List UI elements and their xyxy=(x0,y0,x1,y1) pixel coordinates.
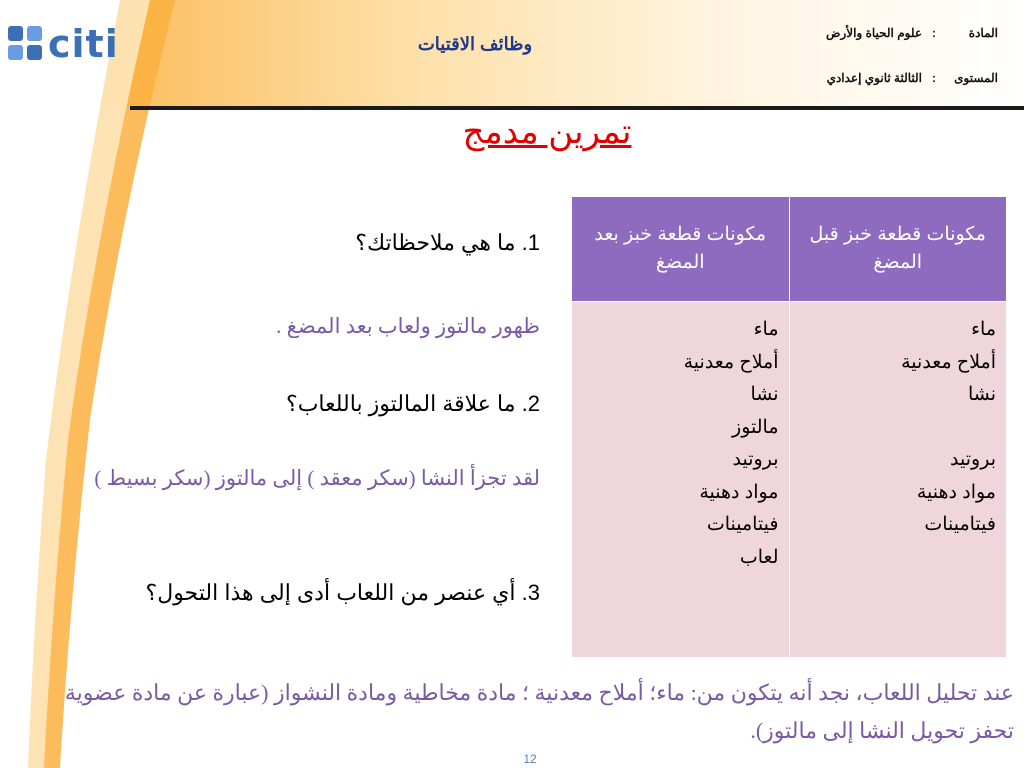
logo-squares-icon xyxy=(8,26,44,62)
after-item: فيتامينات xyxy=(706,514,779,535)
subject-label: المادة xyxy=(968,26,998,40)
citi-logo xyxy=(8,22,119,66)
before-item: أملاح معدنية xyxy=(901,351,996,373)
logo-text: citi xyxy=(48,22,119,66)
orange-side-swoosh xyxy=(0,0,180,768)
after-item: بروتيد xyxy=(732,449,779,470)
after-item: مالتوز xyxy=(732,416,779,438)
before-item xyxy=(800,412,997,445)
answer-2: لقد تجزأ النشا (سكر معقد ) إلى مالتوز (سكر بسيط ) xyxy=(94,466,540,490)
conclusion-text: عند تحليل اللعاب، نجد أنه يتكون من: ماء؛ أملاح معدنية ؛ مادة مخاطية ومادة النشواز (عبارة عن مادة عضوية تحفز تحويل النشا إلى مالتوز). xyxy=(64,680,1014,743)
after-item: مواد دهنية xyxy=(699,481,779,503)
header-divider xyxy=(130,106,1024,110)
before-item xyxy=(800,542,997,575)
after-item: ماء xyxy=(753,319,779,340)
bread-components-table xyxy=(571,196,1007,658)
before-item: بروتيد xyxy=(950,449,996,470)
question-1: 1. ما هي ملاحظاتك؟ xyxy=(355,230,540,255)
level-label: المستوى xyxy=(954,71,998,85)
exercise-title: تمرين مدمج xyxy=(462,113,632,151)
page-number: 12 xyxy=(523,752,537,766)
subject-separator: : xyxy=(932,26,936,40)
after-chewing-cell xyxy=(572,302,790,658)
level-row xyxy=(827,71,998,85)
after-item: أملاح معدنية xyxy=(683,351,779,373)
level-separator: : xyxy=(932,71,936,85)
lesson-title: وظائف الاقتيات xyxy=(417,34,533,54)
subject-value: علوم الحياة والأرض xyxy=(825,26,922,40)
subject-row xyxy=(826,26,998,40)
header-before-chewing: مكونات قطعة خبز قبل المضغ xyxy=(789,197,1007,302)
after-item: لعاب xyxy=(739,546,779,568)
after-item: نشا xyxy=(750,384,779,405)
header-after-chewing: مكونات قطعة خبز بعد المضغ xyxy=(572,197,790,302)
before-item: فيتامينات xyxy=(924,514,996,535)
question-2: 2. ما علاقة المالتوز باللعاب؟ xyxy=(286,391,540,416)
answer-1: ظهور مالتوز ولعاب بعد المضغ . xyxy=(276,314,540,338)
before-chewing-cell xyxy=(789,302,1007,658)
before-item: نشا xyxy=(967,384,996,405)
level-value: الثالثة ثانوي إعدادي xyxy=(826,71,922,85)
before-item: مواد دهنية xyxy=(916,481,996,503)
before-item: ماء xyxy=(971,319,996,340)
question-3: 3. أي عنصر من اللعاب أدى إلى هذا التحول؟ xyxy=(145,580,540,605)
